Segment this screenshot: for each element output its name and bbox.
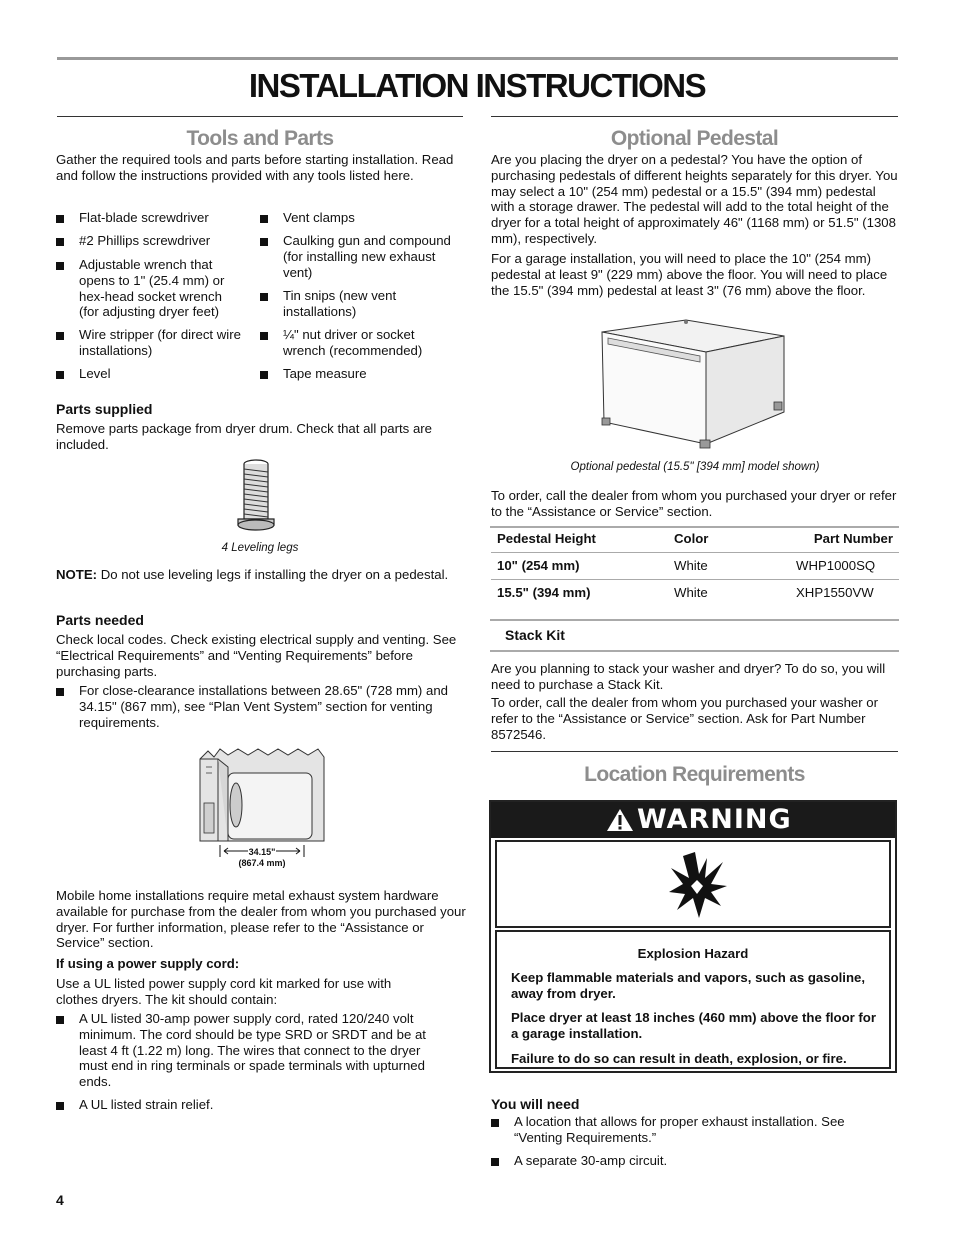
leveling-leg-illustration (234, 459, 278, 535)
hazard-line: Failure to do so can result in death, explosion, or fire. (511, 1051, 847, 1066)
pedestal-heading: Optional Pedestal (610, 127, 779, 150)
dimension-label-metric: (867.4 mm) (238, 858, 286, 868)
dimension-label: 34.15" (248, 847, 276, 857)
hazard-line: Keep flammable materials and vapors, such as gasoline, away from dryer. (511, 970, 866, 1001)
tools-heading: Tools and Parts (186, 127, 334, 150)
pedestal-caption: Optional pedestal (15.5" [394 mm] model shown) (570, 461, 820, 473)
note-paragraph: NOTE: Do not use leveling legs if installing the dryer on a pedestal. (56, 567, 449, 582)
power-cord-text: Use a UL listed power supply cord kit marked for use with clothes dryers. The kit should contain: (56, 976, 392, 1007)
pedestal-paragraph-2: For a garage installation, you will need to place the 10" (254 mm) pedestal at least 9" (229 mm) above the floor. You will need to place the 15.5" (394 mm) pedestal at least 3" (76 mm) above the floor. (491, 251, 888, 298)
table-cell: White (674, 585, 708, 601)
parts-needed-heading: Parts needed (56, 612, 144, 628)
tools-intro: Gather the required tools and parts before starting installation. Read and follow the instructions provided with any tools listed here. (56, 152, 454, 183)
explosion-icon (667, 850, 729, 920)
stack-paragraph-1: Are you planning to stack your washer and dryer? To do so, you will need to purchase a Stack Kit. (491, 661, 886, 692)
warning-banner (491, 802, 895, 838)
table-header-row (491, 526, 899, 553)
mobile-home-text: Mobile home installations require metal exhaust system hardware available for purchase from the dealer from whom you purchased your dryer. For further information, please refer to the “Assistance or Service” section. (56, 888, 466, 951)
table-row (491, 580, 899, 607)
table-cell: XHP1550VW (796, 585, 874, 601)
tools-heading-rule (57, 116, 463, 117)
top-rule (57, 57, 898, 60)
table-cell: 10" (254 mm) (497, 558, 580, 574)
power-cord-heading: If using a power supply cord: (56, 956, 240, 971)
pedestal-illustration (596, 316, 792, 450)
parts-needed-text: Check local codes. Check existing electrical supply and venting. See “Electrical Requirements” and “Venting Requirements” before purchasing parts. (56, 632, 457, 679)
table-row (491, 553, 899, 580)
parts-supplied-heading: Parts supplied (56, 401, 153, 417)
table-cell: White (674, 558, 708, 574)
stack-kit-top-rule (490, 619, 899, 621)
order-text: To order, call the dealer from whom you purchased your dryer or refer to the “Assistance or Service” section. (491, 488, 897, 519)
stack-kit-bottom-rule (490, 650, 899, 652)
pedestal-paragraph-1: Are you placing the dryer on a pedestal? You have the option of purchasing pedestals of different heights separately for this dryer. You may select a 10" (254 mm) pedestal or a 15.5" (394 mm) pedestal with a storage drawer. The pedestal will add to the total height of the dryer for a total height of approximately 46" (1168 mm) or 51.5" (1308 mm), respectively. (491, 152, 898, 246)
hazard-title: Explosion Hazard (637, 946, 749, 961)
hazard-line: Place dryer at least 18 inches (460 mm) above the floor for a garage installation. (511, 1010, 876, 1041)
page-number: 4 (56, 1192, 64, 1208)
close-clearance-illustration (198, 747, 328, 873)
warning-triangle-icon (606, 808, 634, 832)
table-cell: 15.5" (394 mm) (497, 585, 591, 601)
table-header: Part Number (813, 531, 893, 547)
table-header: Pedestal Height (497, 531, 596, 547)
pedestal-table (491, 526, 899, 606)
page-title: INSTALLATION INSTRUCTIONS (248, 67, 706, 104)
warning-box (489, 800, 897, 1073)
stack-kit-heading: Stack Kit (505, 627, 565, 643)
location-heading-rule (491, 751, 898, 752)
pedestal-heading-rule (491, 116, 898, 117)
you-will-need-heading: You will need (491, 1096, 580, 1112)
table-cell: WHP1000SQ (796, 558, 876, 574)
stack-paragraph-2: To order, call the dealer from whom you purchased your washer or refer to the “Assistance or Service” section. Ask for Part Number 8572546. (491, 695, 879, 742)
warning-label: WARNING (637, 804, 792, 835)
parts-supplied-text: Remove parts package from dryer drum. Check that all parts are included. (56, 421, 432, 452)
table-header: Color (674, 531, 709, 547)
hazard-icon-panel (495, 840, 891, 928)
location-heading: Location Requirements (584, 763, 805, 786)
hazard-text-panel (495, 930, 891, 1069)
leveling-legs-caption: 4 Leveling legs (221, 542, 299, 554)
